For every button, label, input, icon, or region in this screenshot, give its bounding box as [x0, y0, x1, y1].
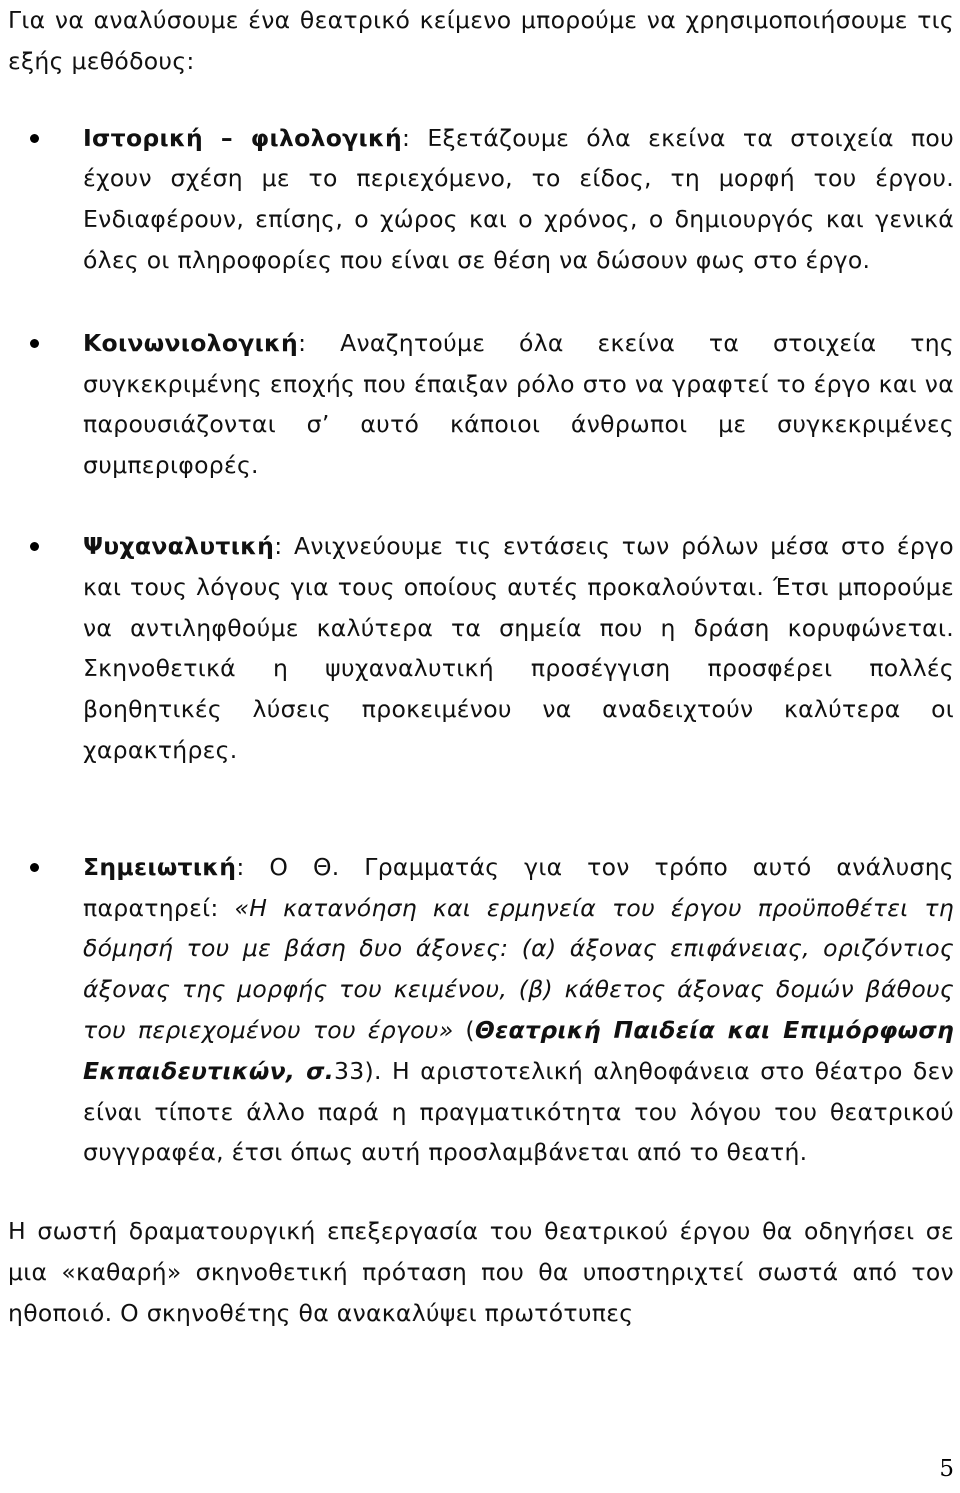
item-term: Ιστορική – φιλολογική: [83, 123, 402, 152]
methods-list: [8, 118, 954, 1174]
source-page: 33: [333, 1056, 365, 1085]
quote-text: «Η κατανόηση και ερμηνεία του έργου προϋποθέτει τη δόμησή του με βάση δυο άξονες: (α) άξονας επιφάνειας, οριζόντιος άξονας της μορφής του κειμένου, (β) κάθετος άξονας δομών βάθους του περιεχομένου του έργου»: [83, 893, 954, 1044]
intro-paragraph: Για να αναλύσουμε ένα θεατρικό κείμενο μπορούμε να χρησιμοποιήσουμε τις εξής μεθόδους:: [8, 6, 954, 75]
bullet-icon: [30, 134, 39, 143]
item-text: Ανιχνεύουμε τις εντάσεις των ρόλων μέσα στο έργο και τους λόγους για τους οποίους αυτές προκαλούνται. Έτσι μπορούμε να αντιληφθούμε καλύτερα τα σημεία που η δράση κορυφώνεται. Σκηνοθετικά η ψυχαναλυτική προσέγγιση προσφέρει πολλές βοηθητικές λύσεις προκειμένου να αναδειχτούν καλύτερα οι χαρακτήρες.: [83, 531, 954, 764]
list-item-sociological: Κοινωνιολογική: Αναζητούμε όλα εκείνα τα στοιχεία της συγκεκριμένης εποχής που έπαιξαν ρόλο στο να γραφτεί το έργο και να παρουσιάζονται σ’ αυτό κάποιοι άνθρωποι με συγκεκριμένες συμπεριφορές.: [8, 323, 954, 486]
bullet-icon: [30, 542, 39, 551]
item-text: Ο Θ. Γραμματάς για τον τρόπο αυτό ανάλυσης παρατηρεί:: [83, 852, 954, 922]
item-term: Κοινωνιολογική: [83, 328, 299, 357]
item-text: Αναζητούμε όλα εκείνα τα στοιχεία της συγκεκριμένης εποχής που έπαιξαν ρόλο στο να γραφτεί το έργο και να παρουσιάζονται σ’ αυτό κάποιοι άνθρωποι με συγκεκριμένες συμπεριφορές.: [83, 328, 954, 480]
list-item-historical: Ιστορική – φιλολογική: Εξετάζουμε όλα εκείνα τα στοιχεία που έχουν σχέση με το περιεχόμενο, το είδος, τη μορφή του έργου. Ενδιαφέρουν, επίσης, ο χώρος και ο χρόνος, ο δημιουργός και γενικά όλες οι πληροφορίες που είναι σε θέση να δώσουν φως στο έργο.: [8, 118, 954, 281]
bullet-icon: [30, 339, 39, 348]
list-item-semiotic: Σημειωτική: Ο Θ. Γραμματάς για τον τρόπο αυτό ανάλυσης παρατηρεί: «Η κατανόηση και ερμηνεία του έργου προϋποθέτει τη δόμησή του με βάση δυο άξονες: (α) άξονας επιφάνειας, οριζόντιος άξονας της μορφής του κειμένου, (β) κάθετος άξονας δομών βάθους του περιεχομένου του έργου» (Θεατρική Παιδεία και Επιμόρφωση Εκπαιδευτικών, σ.33). Η αριστοτελική αληθοφάνεια στο θέατρο δεν είναι τίποτε άλλο παρά η πραγματικότητα του λόγου του θεατρικού συγγραφέα, έτσι όπως αυτή προσλαμβάνεται από το θεατή.: [8, 847, 954, 1173]
item-text-after: ). Η αριστοτελική αληθοφάνεια στο θέατρο δεν είναι τίποτε άλλο παρά η πραγματικότητα του λόγου του θεατρικού συγγραφέα, έτσι όπως αυτή προσλαμβάνεται από το θεατή.: [83, 1056, 954, 1167]
page-number: 5: [939, 1456, 954, 1482]
document-page: [8, 0, 954, 1334]
item-term: Ψυχαναλυτική: [83, 531, 275, 560]
closing-paragraph: Η σωστή δραματουργική επεξεργασία του θεατρικού έργου θα οδηγήσει σε μια «καθαρή» σκηνοθετική πρόταση που θα υποστηριχτεί σωστά από τον ηθοποιό. Ο σκηνοθέτης θα ανακαλύψει πρωτότυπες: [8, 1217, 954, 1327]
source-title: Θεατρική Παιδεία και Επιμόρφωση Εκπαιδευτικών, σ.: [83, 1015, 954, 1085]
item-term: Σημειωτική: [83, 852, 237, 881]
bullet-icon: [30, 863, 39, 872]
list-item-psychoanalytic: Ψυχαναλυτική: Ανιχνεύουμε τις εντάσεις των ρόλων μέσα στο έργο και τους λόγους για τους οποίους αυτές προκαλούνται. Έτσι μπορούμε να αντιληφθούμε καλύτερα τα σημεία που η δράση κορυφώνεται. Σκηνοθετικά η ψυχαναλυτική προσέγγιση προσφέρει πολλές βοηθητικές λύσεις προκειμένου να αναδειχτούν καλύτερα οι χαρακτήρες.: [8, 526, 954, 771]
item-text: Εξετάζουμε όλα εκείνα τα στοιχεία που έχουν σχέση με το περιεχόμενο, το είδος, τη μορφή του έργου. Ενδιαφέρουν, επίσης, ο χώρος και ο χρόνος, ο δημιουργός και γενικά όλες οι πληροφορίες που είναι σε θέση να δώσουν φως στο έργο.: [83, 123, 954, 274]
